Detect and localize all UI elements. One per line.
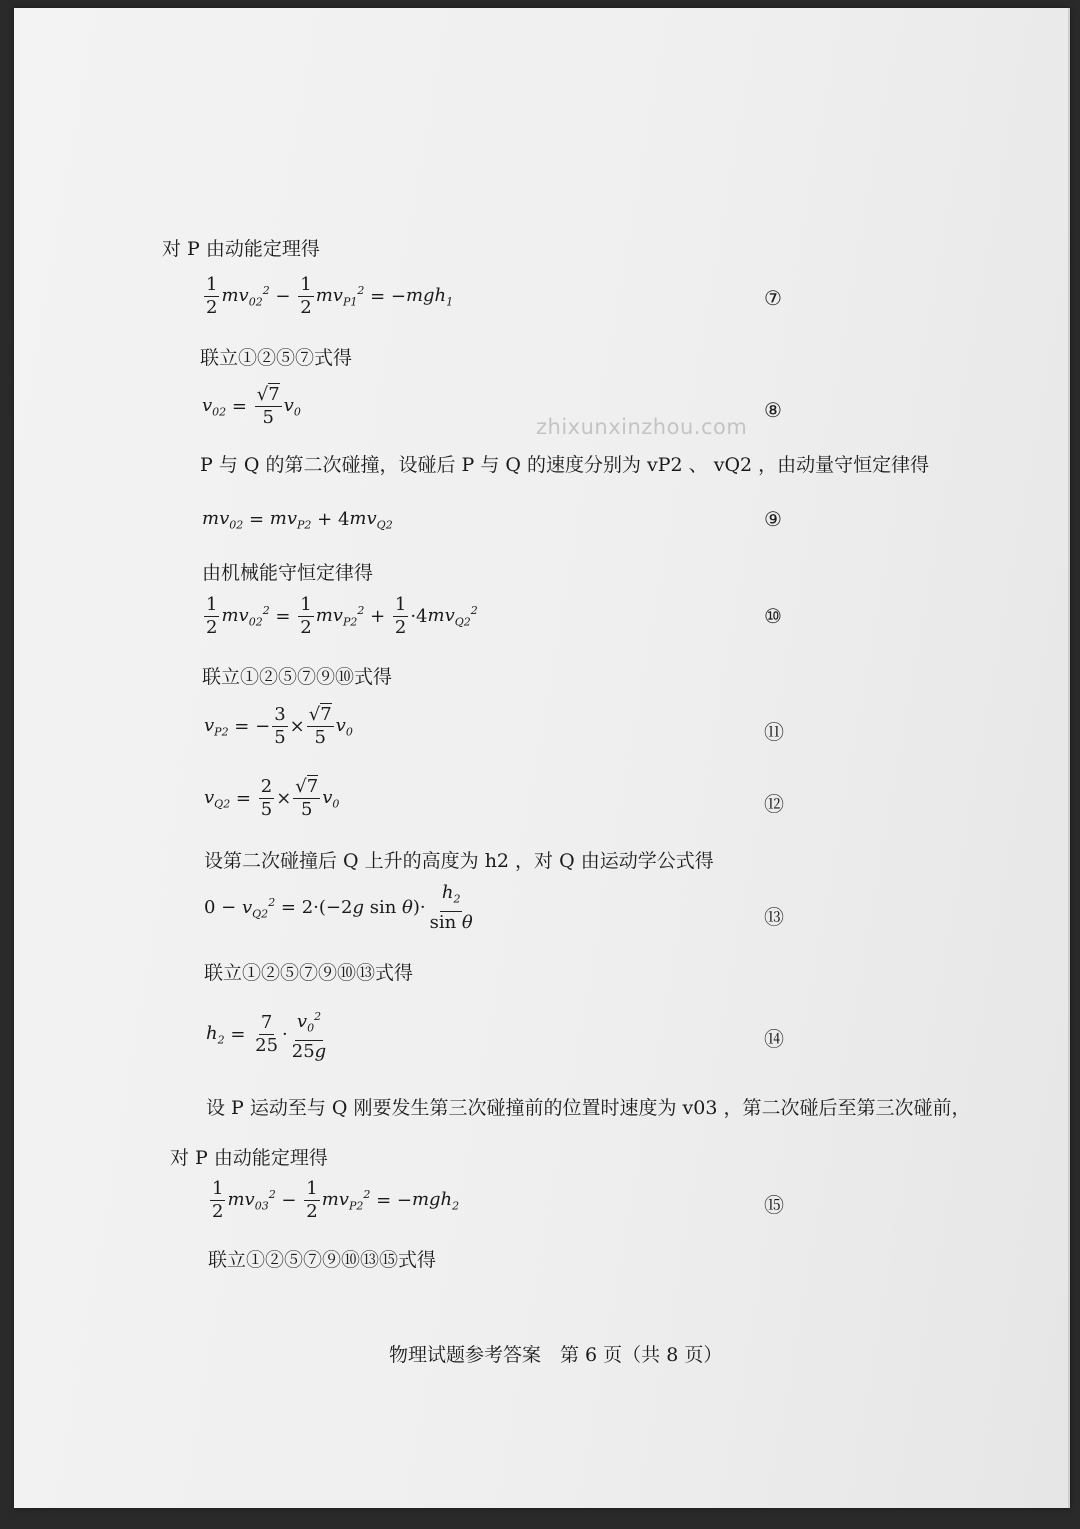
- text-line: 联立①②⑤⑦⑨⑩⑬式得: [204, 962, 414, 984]
- equation-number: ⑭: [764, 1027, 784, 1051]
- equation-10: $\frac{1}{2}$ $mv_{02}^2$ = $\frac{1}{2}$ $mv_{P2}^2$ + $\frac{1}{2}$ ·4 $mv_{Q2}^2$: [206, 594, 478, 638]
- equation-9: $mv_{02}$ = $mv_{P2}$ + 4 $mv_{Q2}$: [202, 508, 393, 532]
- watermark: zhixunxinzhou.com: [536, 415, 748, 439]
- equation-7: $\frac{1}{2}$ $mv_{02}^2$ − $\frac{1}{2}$ $mv_{P1}^2$ = − mgh$_1$: [206, 274, 454, 318]
- equation-12: $v_{Q2}$ = $\frac{2}{5}$ × $\frac{√7}{5}$ $v_0$: [204, 776, 340, 820]
- equation-8: $v_{02}$ = $\frac{√7}{5}$ $v_0$: [202, 384, 301, 428]
- text-line: 联立①②⑤⑦⑨⑩式得: [202, 666, 393, 688]
- equation-number: ⑬: [764, 905, 784, 929]
- text-line: P 与 Q 的第二次碰撞，设碰后 P 与 Q 的速度分别为 vP2 、 vQ2 ，由动量守恒定律得: [200, 454, 930, 476]
- text-line: 对 P 由动能定理得: [162, 238, 320, 260]
- text-line: 联立①②⑤⑦式得: [200, 347, 353, 369]
- equation-number: ⑧: [764, 398, 782, 422]
- equation-14: $h_2$ = $\frac{7}{25}$ · $\frac{v_0^2}{25g}$: [206, 1006, 330, 1063]
- equation-11: $v_{P2}$ = − $\frac{3}{5}$ × $\frac{√7}{5}$ $v_0$: [204, 704, 353, 748]
- text-line: 对 P 由动能定理得: [170, 1147, 328, 1169]
- equation-number: ⑨: [764, 507, 782, 531]
- equation-number: ⑫: [764, 792, 784, 816]
- equation-number: ⑦: [764, 286, 782, 310]
- text-line: 由机械能守恒定律得: [202, 562, 374, 584]
- document-page: [14, 8, 1070, 1508]
- text-line: 设 P 运动至与 Q 刚要发生第三次碰撞前的位置时速度为 v03 ，第二次碰后至第三次碰前，: [206, 1097, 971, 1119]
- text-line: 联立①②⑤⑦⑨⑩⑬⑮式得: [208, 1249, 437, 1271]
- equation-number: ⑩: [764, 604, 782, 628]
- equation-15: $\frac{1}{2}$ $mv_{03}^2$ − $\frac{1}{2}$ $mv_{P2}^2$ = − mgh$_2$: [212, 1178, 460, 1222]
- equation-number: ⑪: [764, 720, 784, 744]
- equation-13: 0 − $v_{Q2}^2$ = 2·(−2 g sin θ )· $\frac{h_2}{\text{sin θ}}$: [204, 882, 473, 933]
- page-footer: 物理试题参考答案 第 6 页（共 8 页）: [389, 1344, 723, 1366]
- equation-number: ⑮: [764, 1193, 784, 1217]
- text-line: 设第二次碰撞后 Q 上升的高度为 h2 ，对 Q 由运动学公式得: [204, 850, 714, 872]
